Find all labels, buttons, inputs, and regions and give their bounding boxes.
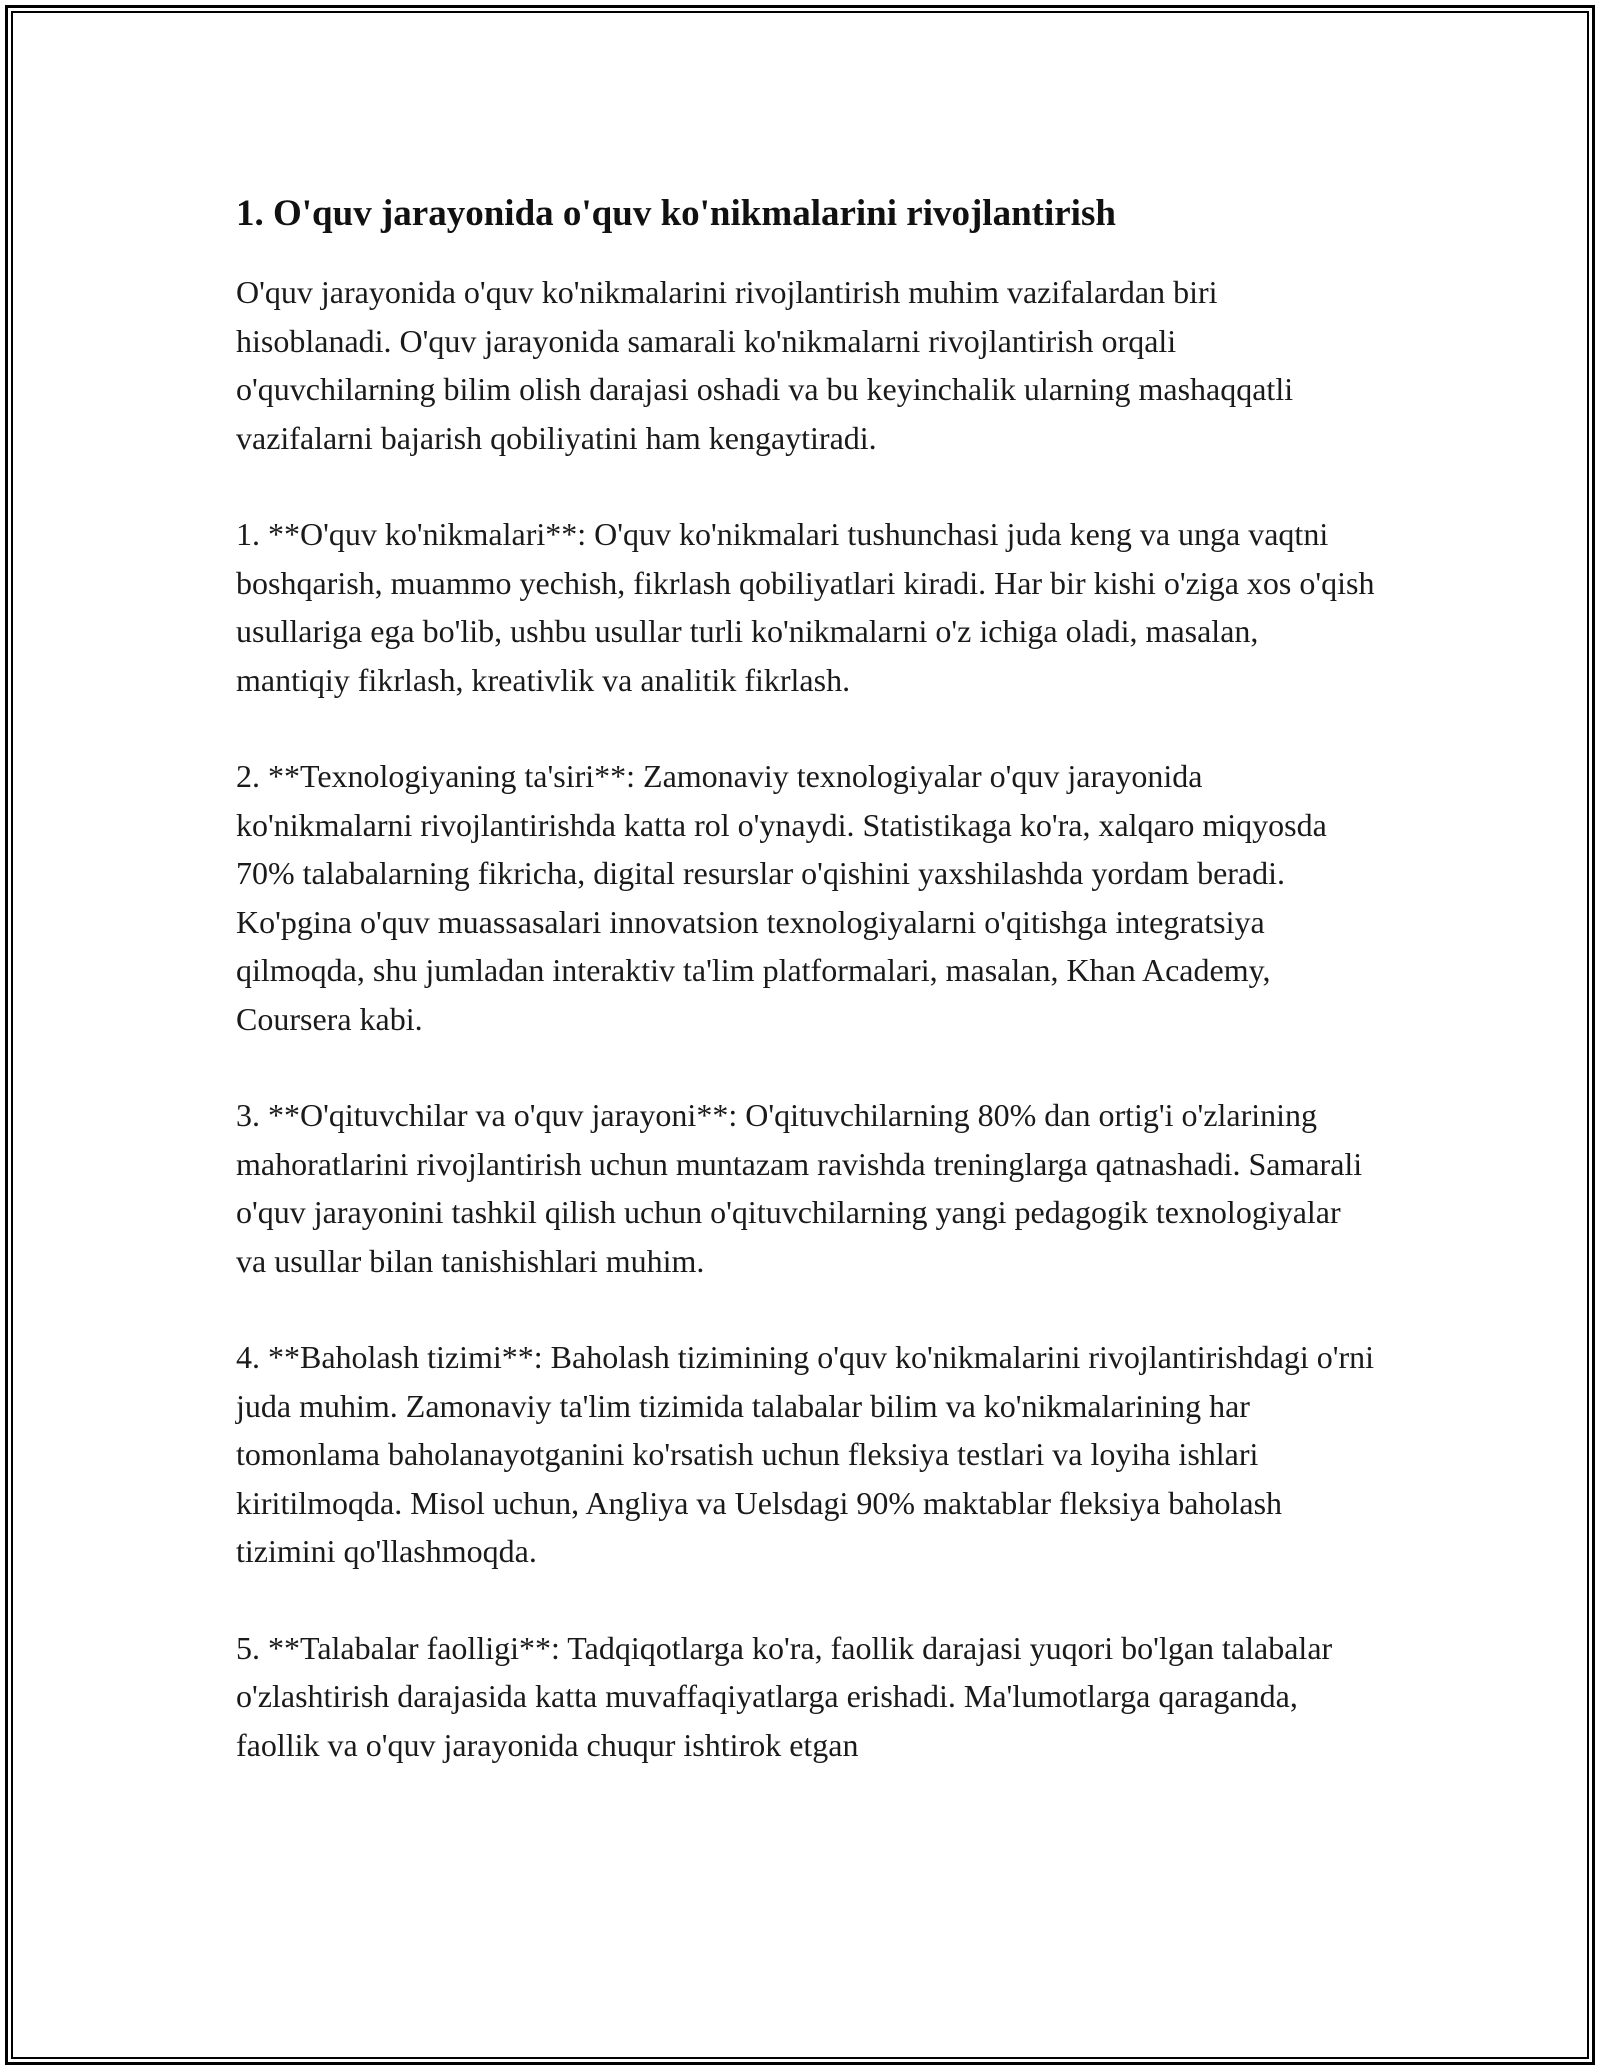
section-4-paragraph: 4. **Baholash tizimi**: Baholash tizimining o'quv ko'nikmalarini rivojlantirishdagi o'rni juda muhim. Zamonaviy ta'lim tizimida talabalar bilim va ko'nikmalarining har tomonlama baholanayotganini ko'rsatish uchun fleksiya testlari va loyiha ishlari kiritilmoqda. Misol uchun, Angliya va Uelsdagi 90% maktablar fleksiya baholash tizimini qo'llashmoqda.	[236, 1339, 1383, 1569]
section-1-paragraph: 1. **O'quv ko'nikmalari**: O'quv ko'nikmalari tushunchasi juda keng va unga vaqtni boshqarish, muammo yechish, fikrlash qobiliyatlari kiradi. Har bir kishi o'ziga xos o'qish usullariga ega bo'lib, ushbu usullar turli ko'nikmalarni o'z ichiga oladi, masalan, mantiqiy fikrlash, kreativlik va analitik fikrlash.	[236, 516, 1383, 698]
document-body	[236, 188, 1383, 1817]
intro-paragraph: O'quv jarayonida o'quv ko'nikmalarini rivojlantirish muhim vazifalardan biri hisoblanadi. O'quv jarayonida samarali ko'nikmalarni rivojlantirish orqali o'quvchilarning bilim olish darajasi oshadi va bu keyinchalik ularning mashaqqatli vazifalarni bajarish qobiliyatini ham kengaytiradi.	[236, 274, 1302, 456]
section-3-paragraph: 3. **O'qituvchilar va o'quv jarayoni**: O'qituvchilarning 80% dan ortig'i o'zlarining mahoratlarini rivojlantirish uchun muntazam ravishda treninglarga qatnashadi. Samarali o'quv jarayonini tashkil qilish uchun o'qituvchilarning yangi pedagogik texnologiyalar va usullar bilan tanishishlari muhim.	[236, 1097, 1371, 1279]
section-2-paragraph: 2. **Texnologiyaning ta'siri**: Zamonaviy texnologiyalar o'quv jarayonida ko'nikmalarni rivojlantirishda katta rol o'ynaydi. Statistikaga ko'ra, xalqaro miqyosda 70% talabalarning fikricha, digital resurslar o'qishini yaxshilashda yordam beradi. Ko'pgina o'quv muassasalari innovatsion texnologiyalarni o'qitishga integratsiya qilmoqda, shu jumladan interaktiv ta'lim platformalari, masalan, Khan Academy, Coursera kabi.	[236, 758, 1335, 1037]
section-5-paragraph: 5. **Talabalar faolligi**: Tadqiqotlarga ko'ra, faollik darajasi yuqori bo'lgan talabalar o'zlashtirish darajasida katta muvaffaqiyatlarga erishadi. Ma'lumotlarga qaraganda, faollik va o'quv jarayonida chuqur ishtirok etgan	[236, 1629, 1341, 1763]
document-title: 1. O'quv jarayonida o'quv ko'nikmalarini rivojlantirish	[236, 193, 1116, 234]
